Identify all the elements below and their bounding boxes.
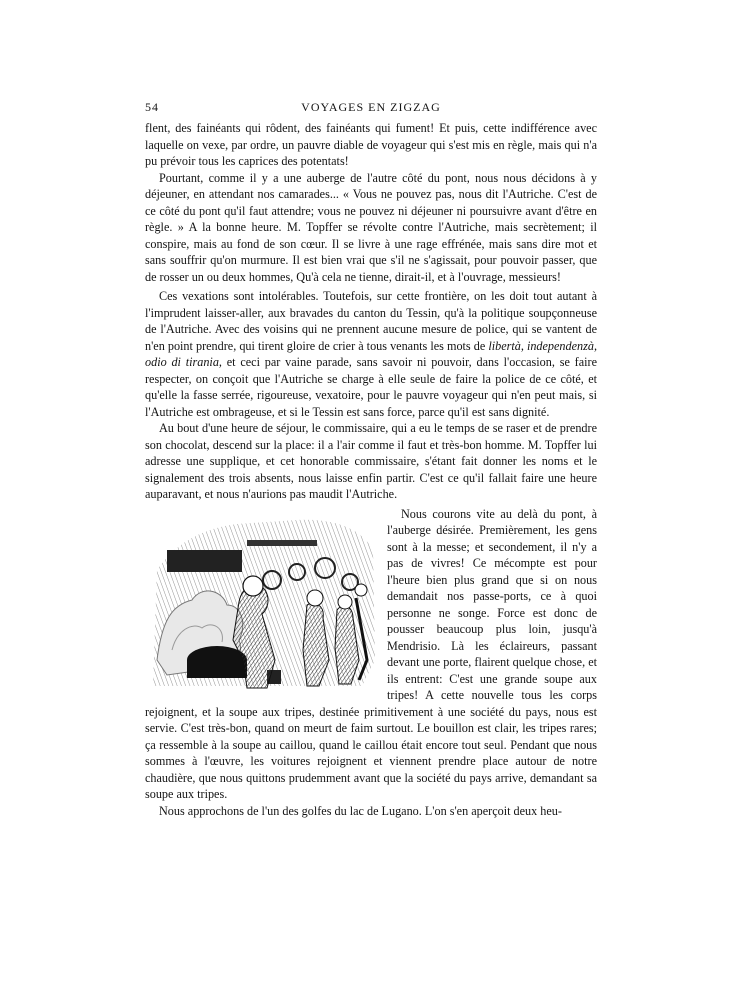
italic-phrase: libertà, independenzà, odio di tirania, xyxy=(145,338,598,369)
page-number: 54 xyxy=(145,100,159,114)
paragraph: Pourtant, comme il y a une auberge de l'autre côté du pont, nous nous décidons à y déjeuner, en attendant nos camarades... « Vous ne pouvez pas, nous dit l'Autriche. C'est de ce côté du pont qu'il faut attendre; vous ne pouvez ni déjeuner ni poursuivre avant d'être en règle. » A la bonne heure. M. Topffer se révolte contre l'Autriche, mais secrètement; il conspire, mais au fond de son cœur. Il se livre à une rage effrénée, mais sans dire mot et sans souffrir qu'on murmure. Il est bien vrai que s'il ne s'agissait, pour pouvoir passer, que de rosser un ou deux hommes, Qu'à cela ne tienne, dirait-il, et à l'ouvrage, messieurs! xyxy=(145,170,597,284)
running-head: VOYAGES EN ZIGZAG xyxy=(301,100,441,114)
paragraph xyxy=(145,288,597,420)
paragraph: flent, des fainéants qui rôdent, des fainéants qui fument! Et puis, cette indifférence avec laquelle on vexe, par ordre, un pauvre diable de voyageur qui s'est mis en règle, mais qui n'a pu prévoir tous les caprices des potentats! xyxy=(145,121,597,168)
paragraph: Nous approchons de l'un des golfes du lac de Lugano. L'on s'en aperçoit deux heu- xyxy=(159,803,562,818)
paragraph: Au bout d'une heure de séjour, le commissaire, qui a eu le temps de se raser et de prendre son chocolat, descend sur la place: il a l'air comme il faut et très-bon homme. M. Topffer lui adresse une supplique, et cet honorable commissaire, s'étant fait donner les noms et le signalement des trois absents, nous laisse enfin partir. C'est ce qu'il fallait faire une heure auparavant, et nous n'aurions pas maudit l'Autriche. xyxy=(145,421,597,501)
body-text xyxy=(145,120,597,819)
book-page xyxy=(145,100,597,819)
paragraph-text: Ces vexations sont intolérables. Toutefois, sur cette frontière, on les doit tout autant à l'imprudent laisser-aller, aux bravades du canton du Tessin, qu'à la politique soupçonneuse de l'Autriche. Avec des voisins qui ne prennent aucune mesure de police, qui se vantent de n'en point prendre, qui tirent gloire de crier à tous venants les mots de xyxy=(145,289,597,353)
page-header xyxy=(145,100,597,120)
kitchen-engraving xyxy=(147,510,379,694)
paragraph-text: et ceci par vaine parade, sans savoir ni pouvoir, dans l'occasion, se faire respecter, on conçoit que l'Autriche se charge à elle seule de faire la police de ce côté, et qu'elle la fasse serrée, rigoureuse, vexatoire, pour le pauvre voyageur qui n'en peut mais, si l'Autriche est ombrageuse, et si le Tessin est sans force, parce qu'il est sans dignité. xyxy=(145,355,597,419)
paragraph xyxy=(145,506,597,803)
paragraph-text: Nous courons vite au delà du pont, à l'auberge désirée. Premièrement, les gens sont à la messe; et secondement, il n'y a pas de vivres! Ce mécompte est pour l'heure bien plus grand que si on nous demandait nos passe-ports, ce à quoi personne ne songe. Force est donc de pousser beaucoup plus loin, jusqu'à Mendrisio. Là les éclaireurs, passant devant une porte, flairent quelque chose, et ils entrent: C'est une grande soupe aux tripes! A cette nouvelle tous les corps rejoignent, et la soupe aux tripes, destinée primitivement à une société du pays, nous est servie. C'est très-bon, quand on meurt de faim surtout. Le bouillon est clair, les tripes rares; ça ressemble à la soupe au caillou, quand le caillou était encore tout seul. Pendant que nous sommes à l'œuvre, les voitures rejoignent et viennent prendre place autour de notre chaudière, que nous quittons prudemment avant que la société du pays arrive, demandant sa soupe aux tripes. xyxy=(145,506,597,801)
